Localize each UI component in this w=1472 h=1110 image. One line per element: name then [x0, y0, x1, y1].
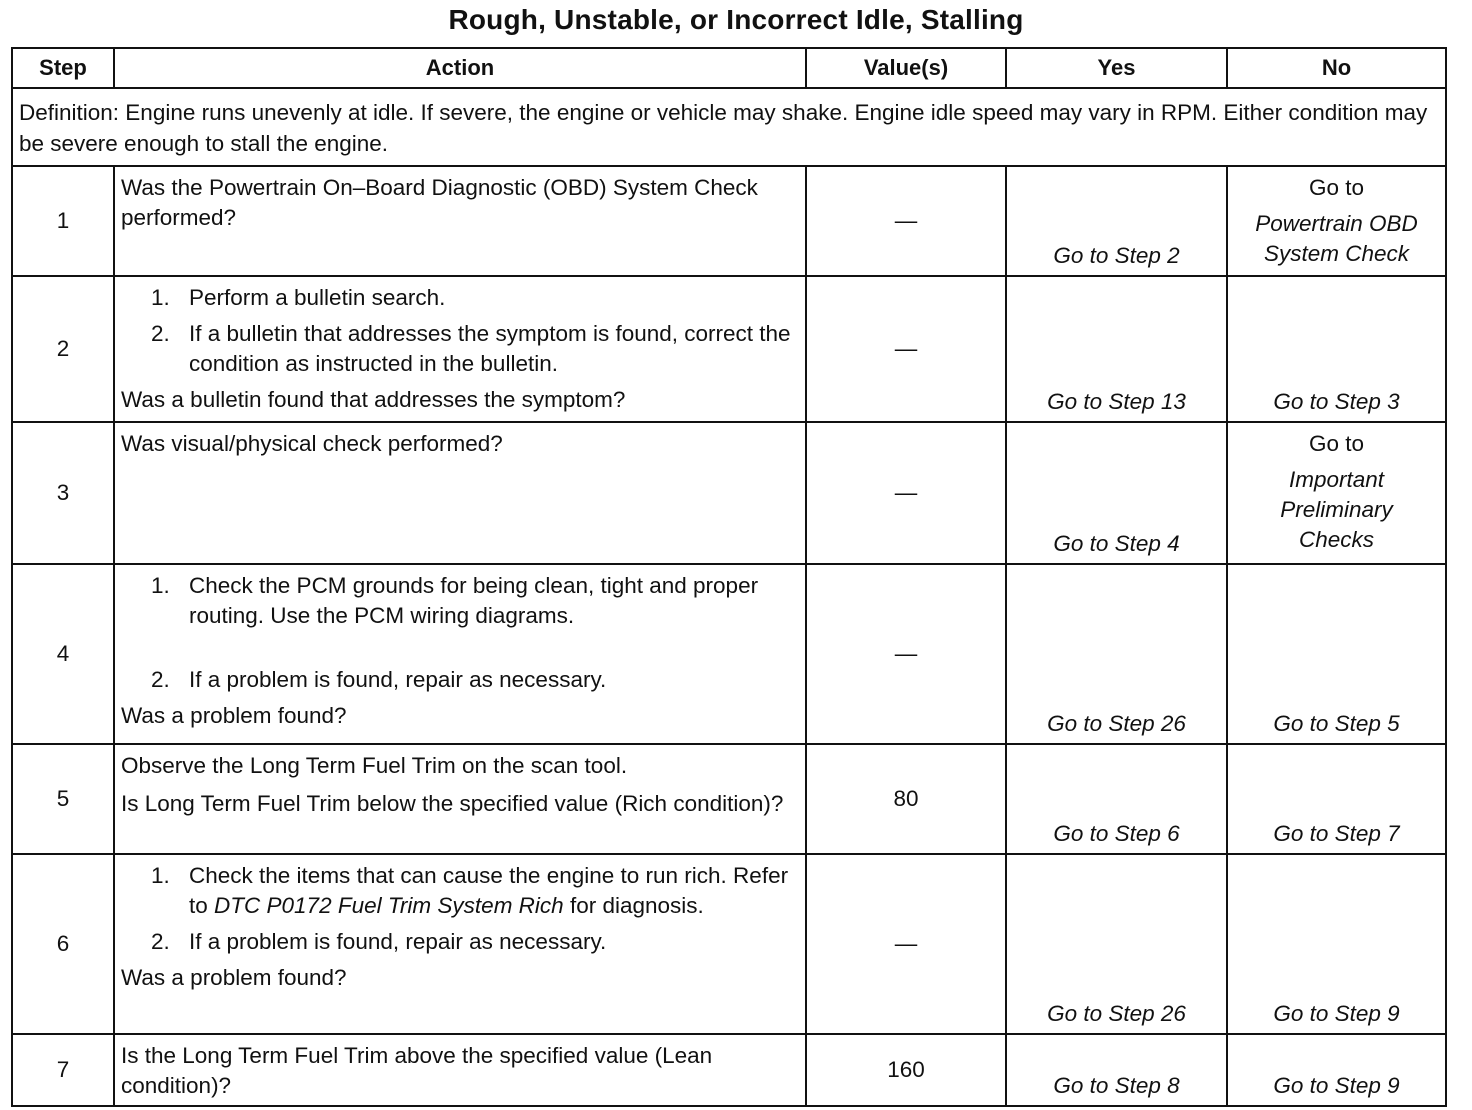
header-row: [12, 48, 1446, 88]
no-cell: [1227, 422, 1446, 564]
yes-link[interactable]: Go to Step 26: [1006, 854, 1227, 1034]
value-cell: [806, 854, 1006, 1034]
list-item: [121, 571, 799, 631]
dtc-reference-link[interactable]: DTC P0172 Fuel Trim System Rich: [214, 893, 564, 918]
no-link[interactable]: Powertrain OBD System Check: [1255, 211, 1418, 266]
question-text: Was a problem found?: [121, 965, 347, 990]
value-text: 160: [806, 1034, 1006, 1106]
no-link[interactable]: Go to Step 5: [1227, 564, 1446, 744]
question-text: Was a problem found?: [121, 703, 347, 728]
list-text: If a problem is found, repair as necessary.: [189, 929, 607, 954]
no-cell: [1227, 166, 1446, 276]
action-text: Observe the Long Term Fuel Trim on the scan tool.: [121, 753, 628, 778]
list-number: 2.: [151, 321, 170, 346]
no-link[interactable]: Important Preliminary Checks: [1280, 467, 1393, 552]
list-number: 2.: [151, 929, 170, 954]
action-cell: [114, 744, 806, 854]
action-cell: [114, 564, 806, 744]
action-cell: [114, 276, 806, 422]
step-number: 3: [12, 422, 114, 564]
table-row: [12, 422, 1446, 564]
yes-link[interactable]: Go to Step 4: [1006, 422, 1227, 564]
value-dash: —: [894, 336, 918, 361]
value-cell: [806, 422, 1006, 564]
header-no: No: [1227, 48, 1446, 88]
list-number: 1.: [151, 573, 170, 598]
table-row: [12, 564, 1446, 744]
list-text: If a bulletin that addresses the symptom is found, correct the condition as instructed in the bulletin.: [189, 321, 791, 376]
question-text: Is Long Term Fuel Trim below the specified value (Rich condition)?: [121, 791, 784, 816]
list-number: 1.: [151, 863, 170, 888]
value-cell: [806, 166, 1006, 276]
value-dash: —: [894, 641, 918, 666]
value-dash: —: [894, 480, 918, 505]
question-text: Was a bulletin found that addresses the symptom?: [121, 387, 626, 412]
list-text-part: for diagnosis.: [563, 893, 704, 918]
yes-link[interactable]: Go to Step 8: [1006, 1034, 1227, 1106]
step-number: 7: [12, 1034, 114, 1106]
step-number: 5: [12, 744, 114, 854]
no-prefix: Go to: [1308, 431, 1365, 456]
value-text: 80: [806, 744, 1006, 854]
list-text-part: Check the items that can cause the engine to run rich. Refer to: [189, 863, 789, 918]
diagnostic-table: [11, 47, 1447, 1107]
value-cell: [806, 564, 1006, 744]
yes-link[interactable]: Go to Step 6: [1006, 744, 1227, 854]
definition-row: [12, 88, 1446, 166]
list-item: [121, 319, 799, 379]
no-link[interactable]: Go to Step 9: [1227, 1034, 1446, 1106]
no-link[interactable]: Go to Step 9: [1227, 854, 1446, 1034]
yes-link[interactable]: Go to Step 13: [1006, 276, 1227, 422]
action-text: Was the Powertrain On–Board Diagnostic (OBD) System Check performed?: [114, 166, 806, 276]
list-text: Perform a bulletin search.: [189, 285, 446, 310]
list-text: Check the PCM grounds for being clean, tight and proper routing. Use the PCM wiring diagrams.: [189, 573, 759, 628]
list-number: 1.: [151, 285, 170, 310]
yes-link[interactable]: Go to Step 26: [1006, 564, 1227, 744]
action-text: Was visual/physical check performed?: [114, 422, 806, 564]
header-action: Action: [114, 48, 806, 88]
step-number: 6: [12, 854, 114, 1034]
table-row: [12, 1034, 1446, 1106]
value-cell: [806, 276, 1006, 422]
table-row: [12, 854, 1446, 1034]
page-title: Rough, Unstable, or Incorrect Idle, Stalling: [448, 4, 1024, 35]
yes-link[interactable]: Go to Step 2: [1006, 166, 1227, 276]
list-item: [121, 861, 799, 921]
list-item: [121, 283, 799, 313]
list-text: [189, 861, 799, 921]
no-prefix: Go to: [1308, 175, 1365, 200]
header-step: Step: [12, 48, 114, 88]
step-number: 2: [12, 276, 114, 422]
no-link[interactable]: Go to Step 3: [1227, 276, 1446, 422]
list-number: 2.: [151, 667, 170, 692]
action-text: Is the Long Term Fuel Trim above the specified value (Lean condition)?: [114, 1034, 806, 1106]
value-dash: —: [894, 208, 918, 233]
step-number: 1: [12, 166, 114, 276]
value-dash: —: [894, 931, 918, 956]
list-item: [121, 665, 799, 695]
no-link[interactable]: Go to Step 7: [1227, 744, 1446, 854]
step-number: 4: [12, 564, 114, 744]
list-item: [121, 927, 799, 957]
definition-text: Definition: Engine runs unevenly at idle. If severe, the engine or vehicle may shake. Engine idle speed may vary in RPM. Either condition may be severe enough to stall the engine.: [12, 88, 1446, 166]
header-values: Value(s): [806, 48, 1006, 88]
action-cell: [114, 854, 806, 1034]
table-row: [12, 166, 1446, 276]
table-row: [12, 276, 1446, 422]
table-row: [12, 744, 1446, 854]
header-yes: Yes: [1006, 48, 1227, 88]
list-text: If a problem is found, repair as necessary.: [189, 667, 607, 692]
